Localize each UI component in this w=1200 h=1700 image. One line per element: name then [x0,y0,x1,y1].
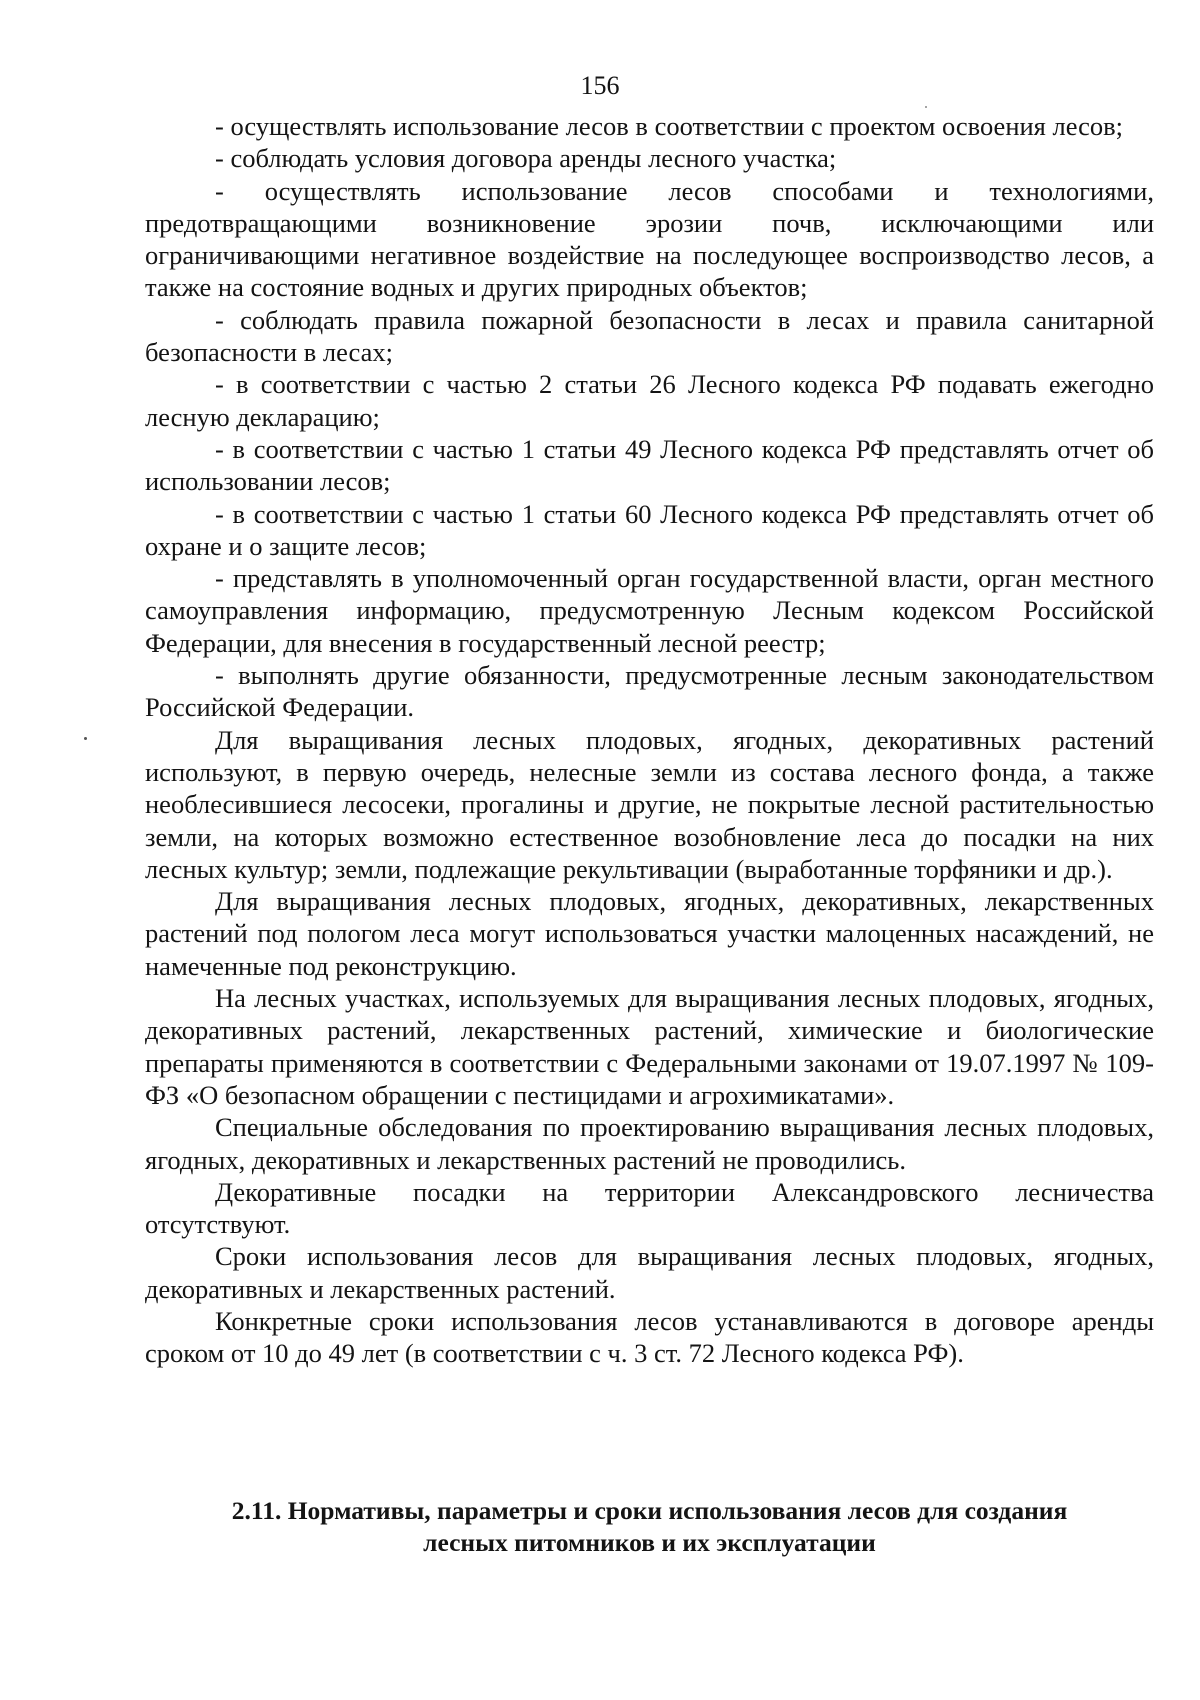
paragraph: - осуществлять использование лесов в соответствии с проектом освоения лесов; [215,111,1124,141]
paragraph: Сроки использования лесов для выращивания лесных плодовых, ягодных, декоративных и лекарственных растений. [145,1241,1154,1304]
paragraph: Специальные обследования по проектированию выращивания лесных плодовых, ягодных, декоративных и лекарственных растений не проводились. [145,1112,1154,1175]
scan-speck [925,106,927,108]
paragraph: - осуществлять использование лесов способами и технологиями, предотвращающими возникновение эрозии почв, исключающими или ограничивающими негативное воздействие на последующее воспроизводство лесов, а также на состояние водных и других природных объектов; [145,175,1154,303]
paragraph: Конкретные сроки использования лесов устанавливаются в договоре аренды сроком от 10 до 49 лет (в соответствии с ч. 3 ст. 72 Лесного кодекса РФ). [145,1305,1154,1369]
paragraph: - соблюдать правила пожарной безопасности в лесах и правила санитарной безопасности в лесах; [145,304,1154,368]
section-heading-line: 2.11. Нормативы, параметры и сроки использования лесов для создания [231,1496,1068,1525]
section-heading-line: лесных питомников и их эксплуатации [423,1528,876,1557]
document-body [145,110,1154,1370]
paragraph: - представлять в уполномоченный орган государственной власти, орган местного самоуправления информацию, предусмотренную Лесным кодексом Российской Федерации, для внесения в государственный лесной реестр; [145,563,1154,658]
page-number: 156 [580,71,620,100]
paragraph: - в соответствии с частью 2 статьи 26 Лесного кодекса РФ подавать ежегодно лесную декларацию; [145,369,1154,432]
paragraph: Декоративные посадки на территории Александровского лесничества отсутствуют. [145,1176,1154,1240]
paragraph: - соблюдать условия договора аренды лесного участка; [215,143,837,174]
paragraph: На лесных участках, используемых для выращивания лесных плодовых, ягодных, декоративных растений, лекарственных растений, химические и биологические препараты применяются в соответствии с Федеральными законами от 19.07.1997 № 109-ФЗ «О безопасном обращении с пестицидами и агрохимикатами». [145,983,1154,1110]
paragraph: Для выращивания лесных плодовых, ягодных, декоративных растений используют, в первую очередь, нелесные земли из состава лесного фонда, а также необлесившиеся лесосеки, прогалины и другие, не покрытые лесной растительностью земли, на которых возможно естественное возобновление леса до посадки на них лесных культур; земли, подлежащие рекультивации (выработанные торфяники и др.). [145,724,1154,884]
paragraph: - в соответствии с частью 1 статьи 49 Лесного кодекса РФ представлять отчет об использовании лесов; [145,433,1154,497]
section-heading [145,1495,1154,1559]
paragraph: - в соответствии с частью 1 статьи 60 Лесного кодекса РФ представлять отчет об охране и о защите лесов; [145,498,1154,561]
scan-speck [84,737,87,740]
paragraph: - выполнять другие обязанности, предусмотренные лесным законодательством Российской Федерации. [145,660,1154,723]
paragraph: Для выращивания лесных плодовых, ягодных, декоративных, лекарственных растений под пологом леса могут использоваться участки малоценных насаждений, не намеченные под реконструкцию. [145,886,1154,981]
